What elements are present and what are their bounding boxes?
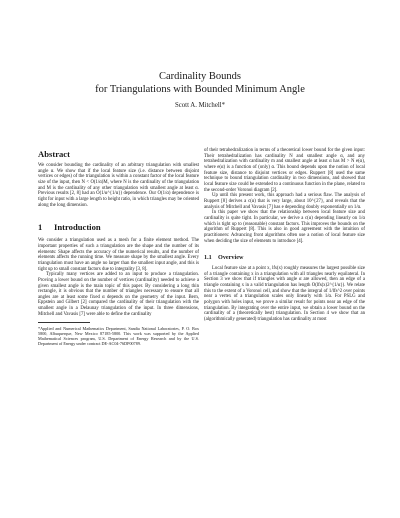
section-heading-introduction — [38, 222, 199, 232]
abstract-heading: Abstract — [38, 149, 70, 159]
footnote-rule — [38, 322, 90, 323]
left-column — [38, 149, 199, 346]
right-paragraph-2: Up until this present work, this approach had a serious flaw. The analysis of Ruppert [8] derives a c(α) that is very large, about 10^{27}, and reveals that the analysis of Mitchell and Vavasis [7] has e depending doubly exponentially on 1/α. — [204, 193, 365, 210]
author-line: Scott A. Mitchell* — [174, 102, 226, 109]
title-line-1: Cardinality Bounds — [159, 71, 241, 82]
right-paragraph-3: In this paper we show that the relationship between local feature size and cardinality is quite tight. In particular, we derive a c(α) depending linearly on 1/α which is tight up to (reasonable) constant factors. This improves the bounds on the algorithm of Ruppert [8]. This is also in good agreement with the intuition of practitioners: Advancing front algorithms often use a notion of local feature size when deciding the size of elements to introduce [4]. — [204, 210, 365, 244]
overview-paragraph: Local feature size at a point x, lfs(x) roughly measures the largest possible size of a triangle containing x in a triangulation with all triangles nearly equilateral. In Section 3 we show that if triangles with angle α are allowed, then an edge of a triangle containing x in a valid triangulation has length O(lfs(x)2^{1/α}). We relate this to the extent of a Voronoi cell, and show that the integral of 1/lfs^2 over points near a vertex of a triangulation scales only linearly with 1/α. For PSLG and polygon with holes input, we prove a similar result for points near an edge of the triangulation. By integrating over the entire input, we obtain a lower bound on the cardinality of a (theoretically best) triangulation. In Section 4 we show that an (algorithmically generated) triangulation has cardinality at most — [204, 266, 365, 323]
right-column — [204, 148, 365, 323]
right-paragraph-1: of their tetrahedralization in terms of a theoretical lower bound for the given input: Their tetrahedralization has cardinality N and smallest angle α, and any tetrahedralization with cardinality m and smallest angle at least α has M > N e(α), where e(α) is a function of (only) α. This bound depends upon the notion of local feature size, distance to disjoint vertices or edges. Ruppert [8] used the same technique to bound triangulation cardinality in two dimensions, and showed that local feature size could be extended to a continuous function in the plane, related to the second-order Voronoi diagram [2]. — [204, 148, 365, 193]
footnote-affiliation: *Applied and Numerical Mathematics Department, Sandia National Laboratories, P. O. Box 5800, Albuquerque, New Mexico 87185-5800. This work was supported by the Applied Mathematical Sciences program, U.S. Department of Energy Research and by the U.S. Department of Energy under contract DE-AC04-76DP00789. — [38, 326, 199, 347]
subsection-title: Overview — [218, 254, 244, 262]
section-title: Introduction — [54, 222, 101, 233]
paper-title — [0, 70, 400, 96]
intro-paragraph-1: We consider a triangulation used as a mesh for a finite element method. The important properties of such a triangulation are the shape and the number of its elements: Shape affects the accuracy of the numerical results, and the number of elements affects the running time. We measure shape by the smallest angle. Every triangulation must have an angle no larger than the smallest input angle, and this is tight up to small constant factors due to integrality [3, 8]. — [38, 238, 199, 272]
subsection-number: 1.1 — [204, 254, 212, 262]
subsection-heading-overview — [204, 254, 365, 262]
section-number: 1 — [38, 222, 43, 233]
abstract-text: We consider bounding the cardinality of an arbitrary triangulation with smallest angle α. We show that if the local feature size (i.e. distance between disjoint vertices or edges) of the triangulation is within a constant factor of the local feature size of the input, then N < O(1/α)M, where N is the cardinality of the triangulation and M is the cardinality of any other triangulation with smallest angle at least α. Previous results [2, 8] had an O(1/α^{1/α}) dependence. Our O(1/α) dependence is tight for input with a large length to height ratio, in which triangles may be oriented along the long dimension. — [38, 163, 199, 208]
intro-paragraph-2: Typically many vertices are added to an input to produce a triangulation. Proving a lower bound on the number of vertices (cardinality) needed to achieve a given smallest angle is the main topic of this paper. By considering a long thin rectangle, it is obvious that the number of triangles necessary to ensure that all angles are at least some fixed α depends on the geometry of the input. Bern, Eppstein and Gilbert [2] compared the cardinality of their triangulation with the smallest angle in a Delaunay triangulation of the input. In three dimensions, Mitchell and Vavasis [7] were able to define the cardinality — [38, 272, 199, 317]
title-line-2: for Triangulations with Bounded Minimum Angle — [95, 84, 305, 95]
